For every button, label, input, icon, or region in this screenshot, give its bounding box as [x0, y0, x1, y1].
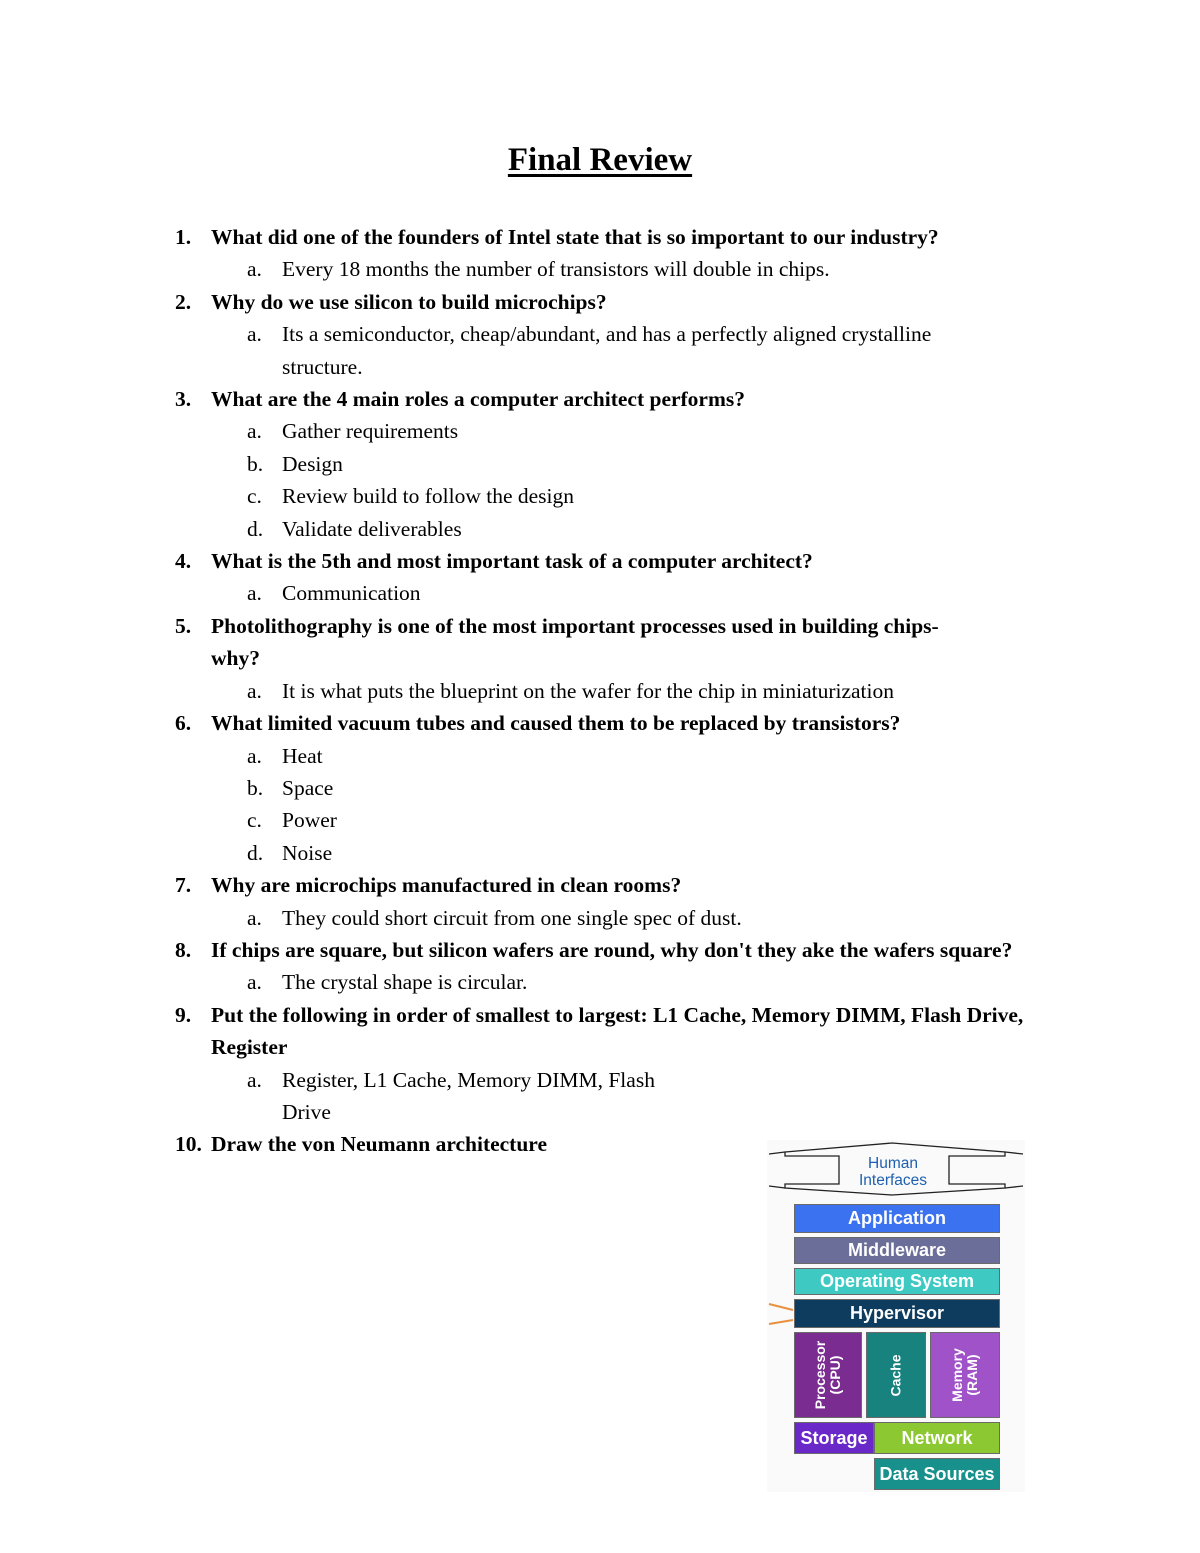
question-number: 1.	[175, 225, 192, 249]
question-9	[0, 999, 1200, 1064]
answer-letter: d.	[247, 516, 264, 541]
hi-left-dash-top	[769, 1152, 785, 1154]
question-2	[0, 286, 1200, 318]
answer-3a	[0, 415, 1200, 447]
answer-letter: a.	[247, 678, 262, 703]
answer-6a	[0, 740, 1200, 772]
hi-right-dash-bottom	[1005, 1186, 1023, 1188]
answer-2a	[0, 318, 1200, 383]
answer-letter: a.	[247, 905, 262, 930]
answer-5a	[0, 675, 1200, 707]
answer-3c	[0, 480, 1200, 512]
page-title: Final Review	[507, 142, 693, 178]
answer-6d	[0, 837, 1200, 869]
answer-text: They could short circuit from one single spec of dust.	[282, 905, 742, 930]
cache-label: Cache	[887, 1353, 904, 1397]
answer-letter: a.	[247, 970, 262, 995]
answer-letter: c.	[247, 484, 262, 509]
layer-application: Application	[794, 1204, 1000, 1233]
answer-text: Gather requirements	[282, 419, 459, 444]
hi-right-dash-top	[1005, 1152, 1023, 1154]
answer-letter: c.	[247, 808, 262, 833]
answer-text: Noise	[282, 840, 333, 865]
question-text: What did one of the founders of Intel state that is so important to our industry?	[211, 225, 939, 249]
architecture-stack-diagram	[767, 1140, 1025, 1492]
answer-letter: b.	[247, 451, 264, 476]
answer-letter: d.	[247, 840, 264, 865]
question-number: 5.	[175, 613, 192, 638]
answer-text: Its a semiconductor, cheap/abundant, and has a perfectly aligned crystalline structure.	[282, 322, 932, 379]
answer-text: Every 18 months the number of transistors will double in chips.	[282, 257, 830, 282]
question-text: Why do we use silicon to build microchips?	[211, 289, 607, 314]
answer-3d	[0, 513, 1200, 545]
question-list	[0, 221, 1200, 1161]
question-number: 7.	[175, 873, 192, 898]
answer-text: The crystal shape is circular.	[282, 970, 528, 995]
hi-left-dash-bottom	[769, 1186, 785, 1188]
question-text: What is the 5th and most important task of a computer architect?	[211, 549, 813, 574]
question-6	[0, 707, 1200, 739]
human-interfaces-label: Human Interfaces	[858, 1155, 928, 1189]
question-number: 8.	[175, 937, 192, 962]
answer-3b	[0, 448, 1200, 480]
question-text: If chips are square, but silicon wafers are round, why don't they ake the wafers square?	[211, 937, 1013, 962]
answer-text: Power	[282, 808, 337, 833]
question-text: What are the 4 main roles a computer architect performs?	[211, 387, 746, 412]
question-number: 2.	[175, 289, 192, 314]
answer-4a	[0, 577, 1200, 609]
layer-cache	[866, 1332, 926, 1418]
question-4	[0, 545, 1200, 577]
answer-text: Space	[282, 775, 334, 800]
layer-operating-system: Operating System	[794, 1268, 1000, 1295]
question-3	[0, 383, 1200, 415]
hypervisor-arrow-icon	[767, 1300, 797, 1330]
layer-memory	[930, 1332, 1000, 1418]
answer-letter: a.	[247, 743, 262, 768]
answer-letter: a.	[247, 1067, 262, 1092]
question-text: What limited vacuum tubes and caused them to be replaced by transistors?	[211, 711, 901, 736]
layer-middleware: Middleware	[794, 1237, 1000, 1264]
answer-6c	[0, 804, 1200, 836]
layer-processor	[794, 1332, 862, 1418]
answer-6b	[0, 772, 1200, 804]
processor-label: Processor (CPU)	[812, 1340, 844, 1410]
answer-text: Heat	[282, 743, 323, 768]
answer-text: It is what puts the blueprint on the wafer for the chip in miniaturization	[282, 678, 894, 703]
answer-letter: a.	[247, 322, 262, 347]
question-number: 4.	[175, 549, 192, 574]
layer-hypervisor: Hypervisor	[794, 1299, 1000, 1328]
question-number: 9.	[175, 1002, 192, 1027]
answer-8a	[0, 966, 1200, 998]
layer-storage: Storage	[794, 1422, 874, 1454]
question-8	[0, 934, 1200, 966]
question-text: Draw the von Neumann architecture	[211, 1132, 548, 1157]
layer-network: Network	[874, 1422, 1000, 1454]
answer-7a	[0, 902, 1200, 934]
question-5	[0, 610, 1200, 675]
answer-letter: b.	[247, 775, 264, 800]
answer-text: Register, L1 Cache, Memory DIMM, Flash Drive	[282, 1067, 655, 1124]
question-1	[0, 221, 1200, 253]
answer-text: Communication	[282, 581, 421, 606]
question-number: 6.	[175, 711, 192, 736]
question-number: 10.	[175, 1132, 202, 1157]
answer-text: Design	[282, 451, 343, 476]
question-text: Photolithography is one of the most important processes used in building chips-why?	[211, 613, 939, 671]
memory-label: Memory (RAM)	[949, 1348, 980, 1402]
question-text: Why are microchips manufactured in clean rooms?	[211, 873, 682, 898]
answer-text: Review build to follow the design	[282, 484, 575, 509]
question-text: Put the following in order of smallest to largest: L1 Cache, Memory DIMM, Flash Drive, Register	[211, 1002, 1024, 1060]
answer-9a	[0, 1064, 1200, 1129]
answer-letter: a.	[247, 257, 262, 282]
answer-text: Validate deliverables	[282, 516, 462, 541]
answer-letter: a.	[247, 581, 262, 606]
question-number: 3.	[175, 387, 192, 412]
layer-data-sources: Data Sources	[874, 1458, 1000, 1490]
answer-1a	[0, 253, 1200, 285]
answer-letter: a.	[247, 419, 262, 444]
question-7	[0, 869, 1200, 901]
